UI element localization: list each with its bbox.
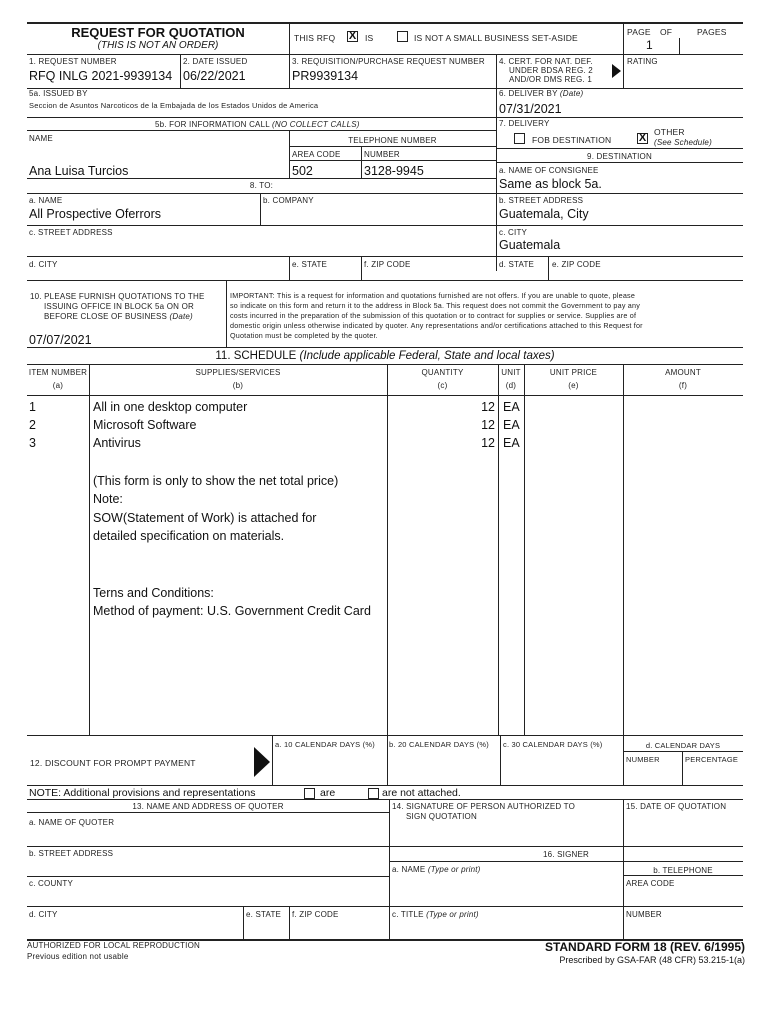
pages-label: PAGES — [697, 27, 727, 37]
note-line: (This form is only to show the net total price) — [93, 474, 339, 488]
of-label: OF — [660, 27, 673, 37]
schedule-title: 11. SCHEDULE (Include applicable Federal, State and local taxes) — [215, 350, 555, 362]
telephone-label: TELEPHONE NUMBER — [348, 136, 437, 145]
provisions-are-not-checkbox[interactable] — [368, 788, 379, 799]
col-amount-header: AMOUNT — [665, 368, 701, 377]
is-label: IS — [365, 33, 374, 43]
item-unit[interactable]: EA — [503, 400, 520, 414]
quoter-street-label: b. STREET ADDRESS — [29, 849, 114, 858]
note-line: Note: — [93, 492, 123, 506]
form-name: STANDARD FORM 18 (REV. 6/1995) — [544, 940, 745, 954]
signer-label: 16. SIGNER — [542, 850, 589, 859]
item-unit[interactable]: EA — [503, 436, 520, 450]
quoter-city-label: d. CITY — [29, 910, 58, 919]
zip-label-9: e. ZIP CODE — [552, 260, 601, 269]
quoter-name-label: a. NAME OF QUOTER — [29, 818, 115, 827]
deliver-by-value[interactable]: 07/31/2021 — [499, 102, 562, 116]
company-label: b. COMPANY — [263, 196, 314, 205]
item-quantity[interactable]: 12 — [481, 418, 495, 432]
request-number-label: 1. REQUEST NUMBER — [29, 57, 117, 66]
street-address-label-9: b. STREET ADDRESS — [499, 196, 584, 205]
cert-label-2: UNDER BDSA REG. 2 — [509, 66, 593, 75]
requisition-label: 3. REQUISITION/PURCHASE REQUEST NUMBER — [292, 57, 485, 66]
page-label: PAGE — [627, 27, 651, 37]
item-description[interactable]: Microsoft Software — [93, 418, 197, 432]
item-number: 2 — [29, 418, 36, 432]
discount-20-days: b. 20 CALENDAR DAYS (%) — [389, 740, 489, 749]
signer-name-label: a. NAME (Type or print) — [392, 865, 481, 874]
item-quantity[interactable]: 12 — [481, 436, 495, 450]
reproduction-note: AUTHORIZED FOR LOCAL REPRODUCTION — [27, 941, 200, 950]
col-qty-sub: (c) — [437, 381, 448, 390]
col-unit-header: UNIT — [501, 368, 521, 377]
rating-label: RATING — [627, 57, 658, 66]
date-issued-label: 2. DATE ISSUED — [183, 57, 248, 66]
to-name-value[interactable]: All Prospective Oferrors — [29, 207, 161, 221]
calendar-days-percentage: PERCENTAGE — [685, 755, 739, 764]
block10-line1: 10. PLEASE FURNISH QUOTATIONS TO THE — [30, 292, 205, 301]
cert-label-1: 4. CERT. FOR NAT. DEF. — [499, 57, 593, 66]
important-line3: costs incurred in the preparation of the submission of this quotation or to contract for supplies or service. Supplies are of — [230, 311, 637, 320]
requisition-value[interactable]: PR9939134 — [292, 69, 359, 83]
state-label-8: e. STATE — [292, 260, 328, 269]
item-unit[interactable]: EA — [503, 418, 520, 432]
delivery-label: 7. DELIVERY — [499, 119, 550, 128]
city-value-9[interactable]: Guatemala — [499, 238, 561, 252]
page-number: 1 — [646, 38, 653, 52]
item-quantity[interactable]: 12 — [481, 400, 495, 414]
note-line: Terns and Conditions: — [93, 586, 214, 600]
signer-number-label: NUMBER — [626, 910, 662, 919]
is-checkbox[interactable]: X — [348, 30, 357, 42]
arrow-right-icon — [612, 64, 621, 78]
is-not-label: IS NOT A SMALL BUSINESS SET-ASIDE — [414, 33, 578, 43]
this-rfq-label: THIS RFQ — [294, 33, 336, 43]
contact-name-value[interactable]: Ana Luisa Turcios — [29, 164, 129, 178]
previous-edition-note: Previous edition not usable — [27, 952, 129, 961]
issued-by-label: 5a. ISSUED BY — [29, 89, 88, 98]
signer-area-code-label: AREA CODE — [626, 879, 675, 888]
note-line: SOW(Statement of Work) is attached for — [93, 511, 317, 525]
important-line2: so indicate on this form and return it to the address in Block 5a. This request does not commit the Government to pay any — [230, 301, 640, 310]
col-unit-sub: (d) — [505, 381, 517, 390]
name-label: NAME — [29, 134, 53, 143]
cert-label-3: AND/OR DMS REG. 1 — [509, 75, 592, 84]
important-line4: domestic origin unless otherwise indicated by quoter. Any representations and/or certifications attached to this Request for — [230, 321, 643, 330]
calendar-days-number: NUMBER — [626, 755, 660, 764]
area-code-label: AREA CODE — [292, 150, 341, 159]
phone-number-value[interactable]: 3128-9945 — [364, 164, 424, 178]
col-item-header: ITEM NUMBER — [28, 368, 88, 377]
col-price-sub: (e) — [568, 381, 579, 390]
quoter-county-label: c. COUNTY — [29, 879, 74, 888]
top-border — [27, 22, 743, 24]
discount-30-days: c. 30 CALENDAR DAYS (%) — [503, 740, 603, 749]
provisions-are-checkbox[interactable] — [304, 788, 315, 799]
provisions-are-label: are — [320, 787, 336, 799]
note-line: Method of payment: U.S. Government Credit Card — [93, 604, 371, 618]
is-not-checkbox[interactable] — [397, 31, 408, 42]
block10-line2: ISSUING OFFICE IN BLOCK 5a ON OR — [44, 302, 194, 311]
prescribed-by: Prescribed by GSA-FAR (48 CFR) 53.215-1(a) — [559, 955, 745, 965]
important-line1: IMPORTANT: This is a request for information and quotations furnished are not offers. If you are unable to quote, please — [230, 291, 636, 300]
zip-label-8: f. ZIP CODE — [364, 260, 411, 269]
item-description[interactable]: Antivirus — [93, 436, 141, 450]
quoter-zip-label: f. ZIP CODE — [292, 910, 339, 919]
city-label-9: c. CITY — [499, 228, 528, 237]
street-address-value-9[interactable]: Guatemala, City — [499, 207, 589, 221]
arrow-right-icon — [254, 747, 270, 777]
important-line5: Quotation must be completed by the quoter. — [230, 331, 378, 340]
signer-title-label: c. TITLE (Type or print) — [392, 910, 479, 919]
block10-line3: BEFORE CLOSE OF BUSINESS (Date) — [44, 312, 193, 321]
col-supplies-header: SUPPLIES/SERVICES — [195, 368, 281, 377]
signature-label-1: 14. SIGNATURE OF PERSON AUTHORIZED TO — [392, 802, 575, 811]
note-line: detailed specification on materials. — [93, 529, 285, 543]
quoter-header: 13. NAME AND ADDRESS OF QUOTER — [132, 802, 284, 811]
other-note: (See Schedule) — [654, 138, 712, 147]
area-code-value[interactable]: 502 — [292, 164, 313, 178]
signer-telephone-label: b. TELEPHONE — [653, 866, 713, 875]
consignee-value[interactable]: Same as block 5a. — [499, 177, 602, 191]
discount-label: 12. DISCOUNT FOR PROMPT PAYMENT — [30, 758, 196, 768]
info-call-label: 5b. FOR INFORMATION CALL (NO COLLECT CALLS) — [155, 120, 360, 129]
fob-destination-label: FOB DESTINATION — [532, 135, 612, 145]
destination-label: 9. DESTINATION — [587, 152, 652, 161]
provisions-are-not-label: are not attached. — [382, 787, 461, 799]
fob-destination-checkbox[interactable] — [514, 133, 525, 144]
number-label: NUMBER — [364, 150, 400, 159]
provisions-note: NOTE: Additional provisions and representations — [29, 787, 256, 799]
form-title: REQUEST FOR QUOTATION — [71, 25, 245, 40]
to-label: 8. TO: — [249, 181, 274, 190]
quotation-due-date[interactable]: 07/07/2021 — [29, 333, 92, 347]
col-amount-sub: (f) — [678, 381, 688, 390]
street-address-label-8: c. STREET ADDRESS — [29, 228, 113, 237]
calendar-days-label: d. CALENDAR DAYS — [645, 741, 721, 750]
item-number: 1 — [29, 400, 36, 414]
date-issued-value[interactable]: 06/22/2021 — [183, 69, 246, 83]
other-checkbox[interactable]: X — [638, 132, 647, 144]
col-item-sub: (a) — [52, 381, 64, 390]
quoter-state-label: e. STATE — [246, 910, 282, 919]
issued-by-value[interactable]: Seccion de Asuntos Narcoticos de la Embajada de los Estados Unidos de America — [29, 101, 319, 110]
item-number: 3 — [29, 436, 36, 450]
quotation-date-label: 15. DATE OF QUOTATION — [626, 802, 727, 811]
discount-10-days: a. 10 CALENDAR DAYS (%) — [275, 740, 375, 749]
form-subtitle: (THIS IS NOT AN ORDER) — [97, 40, 219, 51]
deliver-by-label: 6. DELIVER BY (Date) — [499, 89, 584, 98]
request-number-value[interactable]: RFQ INLG 2021-9939134 — [29, 69, 173, 83]
item-description[interactable]: All in one desktop computer — [93, 400, 248, 414]
a-name-label: a. NAME — [29, 196, 63, 205]
other-label: OTHER — [654, 127, 685, 137]
state-label-9: d. STATE — [499, 260, 535, 269]
city-label-8: d. CITY — [29, 260, 58, 269]
col-price-header: UNIT PRICE — [549, 368, 598, 377]
consignee-label: a. NAME OF CONSIGNEE — [499, 166, 599, 175]
col-supplies-sub: (b) — [232, 381, 244, 390]
signature-label-2: SIGN QUOTATION — [406, 812, 477, 821]
col-qty-header: QUANTITY — [421, 368, 464, 377]
